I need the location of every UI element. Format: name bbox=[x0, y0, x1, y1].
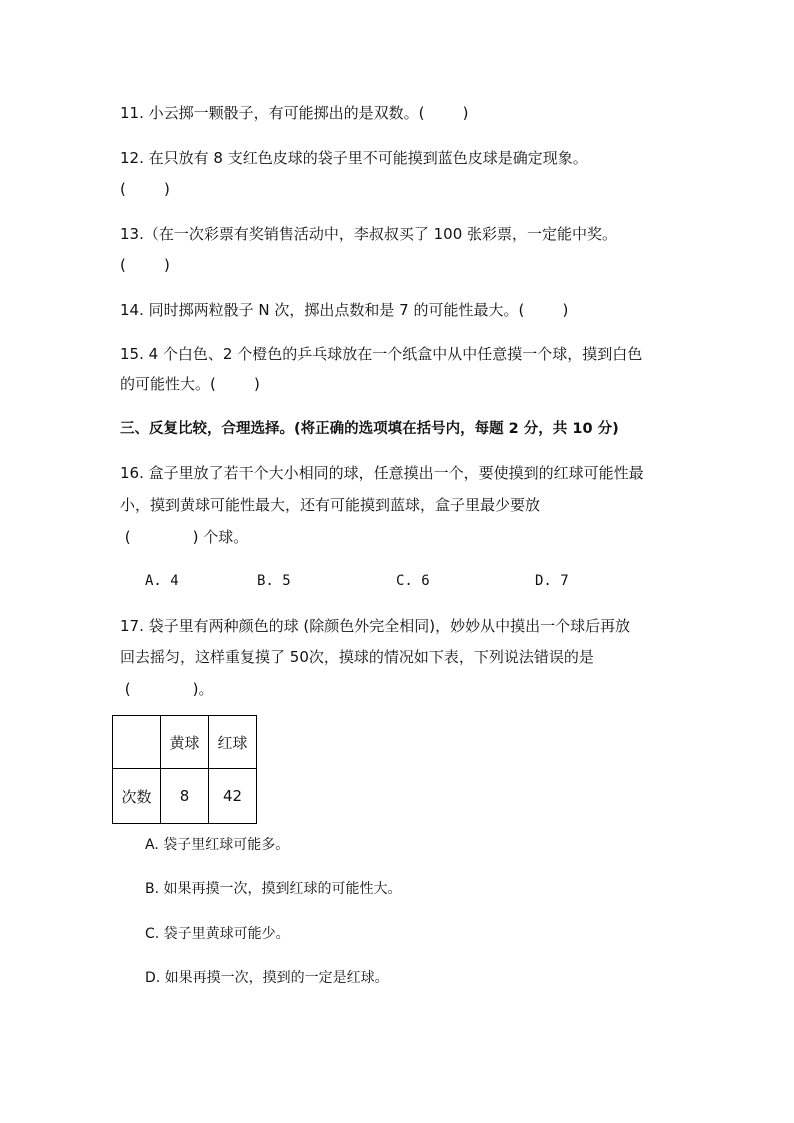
table-header-red: 红球 bbox=[209, 716, 257, 769]
question-12-line1: 12. 在只放有 8 支红色皮球的袋子里不可能摸到蓝色皮球是确定现象。 bbox=[120, 149, 588, 167]
question-11: 11. 小云掷一颗骰子，有可能掷出的是双数。( ) bbox=[120, 104, 469, 122]
q16-option-c: C. 6 bbox=[396, 573, 430, 589]
q17-option-b: B. 如果再摸一次，摸到红球的可能性大。 bbox=[145, 881, 402, 897]
q16-option-d: D. 7 bbox=[535, 573, 569, 589]
table-cell-red-count: 42 bbox=[209, 769, 257, 824]
question-13-line2: ( ) bbox=[120, 256, 170, 274]
q16-option-b: B. 5 bbox=[257, 573, 291, 589]
table-corner-cell bbox=[113, 716, 161, 769]
question-17-line2: 回去摇匀，这样重复摸了 50次，摸球的情况如下表，下列说法错误的是 bbox=[120, 648, 594, 666]
table-header-row bbox=[113, 716, 257, 769]
table-row-label: 次数 bbox=[113, 769, 161, 824]
question-16-line3: ( ) 个球。 bbox=[120, 528, 249, 546]
q16-option-a: A. 4 bbox=[145, 573, 179, 589]
question-15-line1: 15. 4 个白色、2 个橙色的乒乓球放在一个纸盒中从中任意摸一个球，摸到白色 bbox=[120, 345, 643, 363]
ball-count-table bbox=[112, 715, 257, 824]
question-15-line2: 的可能性大。( ) bbox=[120, 375, 260, 393]
question-16-line2: 小，摸到黄球可能性最大，还有可能摸到蓝球，盒子里最少要放 bbox=[120, 496, 541, 514]
table-header-yellow: 黄球 bbox=[161, 716, 209, 769]
q17-option-d: D. 如果再摸一次，摸到的一定是红球。 bbox=[145, 970, 389, 986]
question-12-line2: ( ) bbox=[120, 180, 170, 198]
question-13-line1: 13.（在一次彩票有奖销售活动中，李叔叔买了 100 张彩票，一定能中奖。 bbox=[120, 225, 618, 243]
q17-option-c: C. 袋子里黄球可能少。 bbox=[145, 926, 290, 942]
table-cell-yellow-count: 8 bbox=[161, 769, 209, 824]
table-row bbox=[113, 769, 257, 824]
question-14: 14. 同时掷两粒骰子 N 次，掷出点数和是 7 的可能性最大。( ) bbox=[120, 301, 569, 319]
question-17-line1: 17. 袋子里有两种颜色的球 (除颜色外完全相同)，妙妙从中摸出一个球后再放 bbox=[120, 617, 631, 635]
question-16-line1: 16. 盒子里放了若干个大小相同的球，任意摸出一个，要使摸到的红球可能性最 bbox=[120, 464, 644, 482]
section-3-heading: 三、反复比较，合理选择。(将正确的选项填在括号内，每题 2 分，共 10 分) bbox=[120, 421, 619, 437]
q17-option-a: A. 袋子里红球可能多。 bbox=[145, 837, 290, 853]
question-17-line3: ( )。 bbox=[120, 680, 214, 698]
